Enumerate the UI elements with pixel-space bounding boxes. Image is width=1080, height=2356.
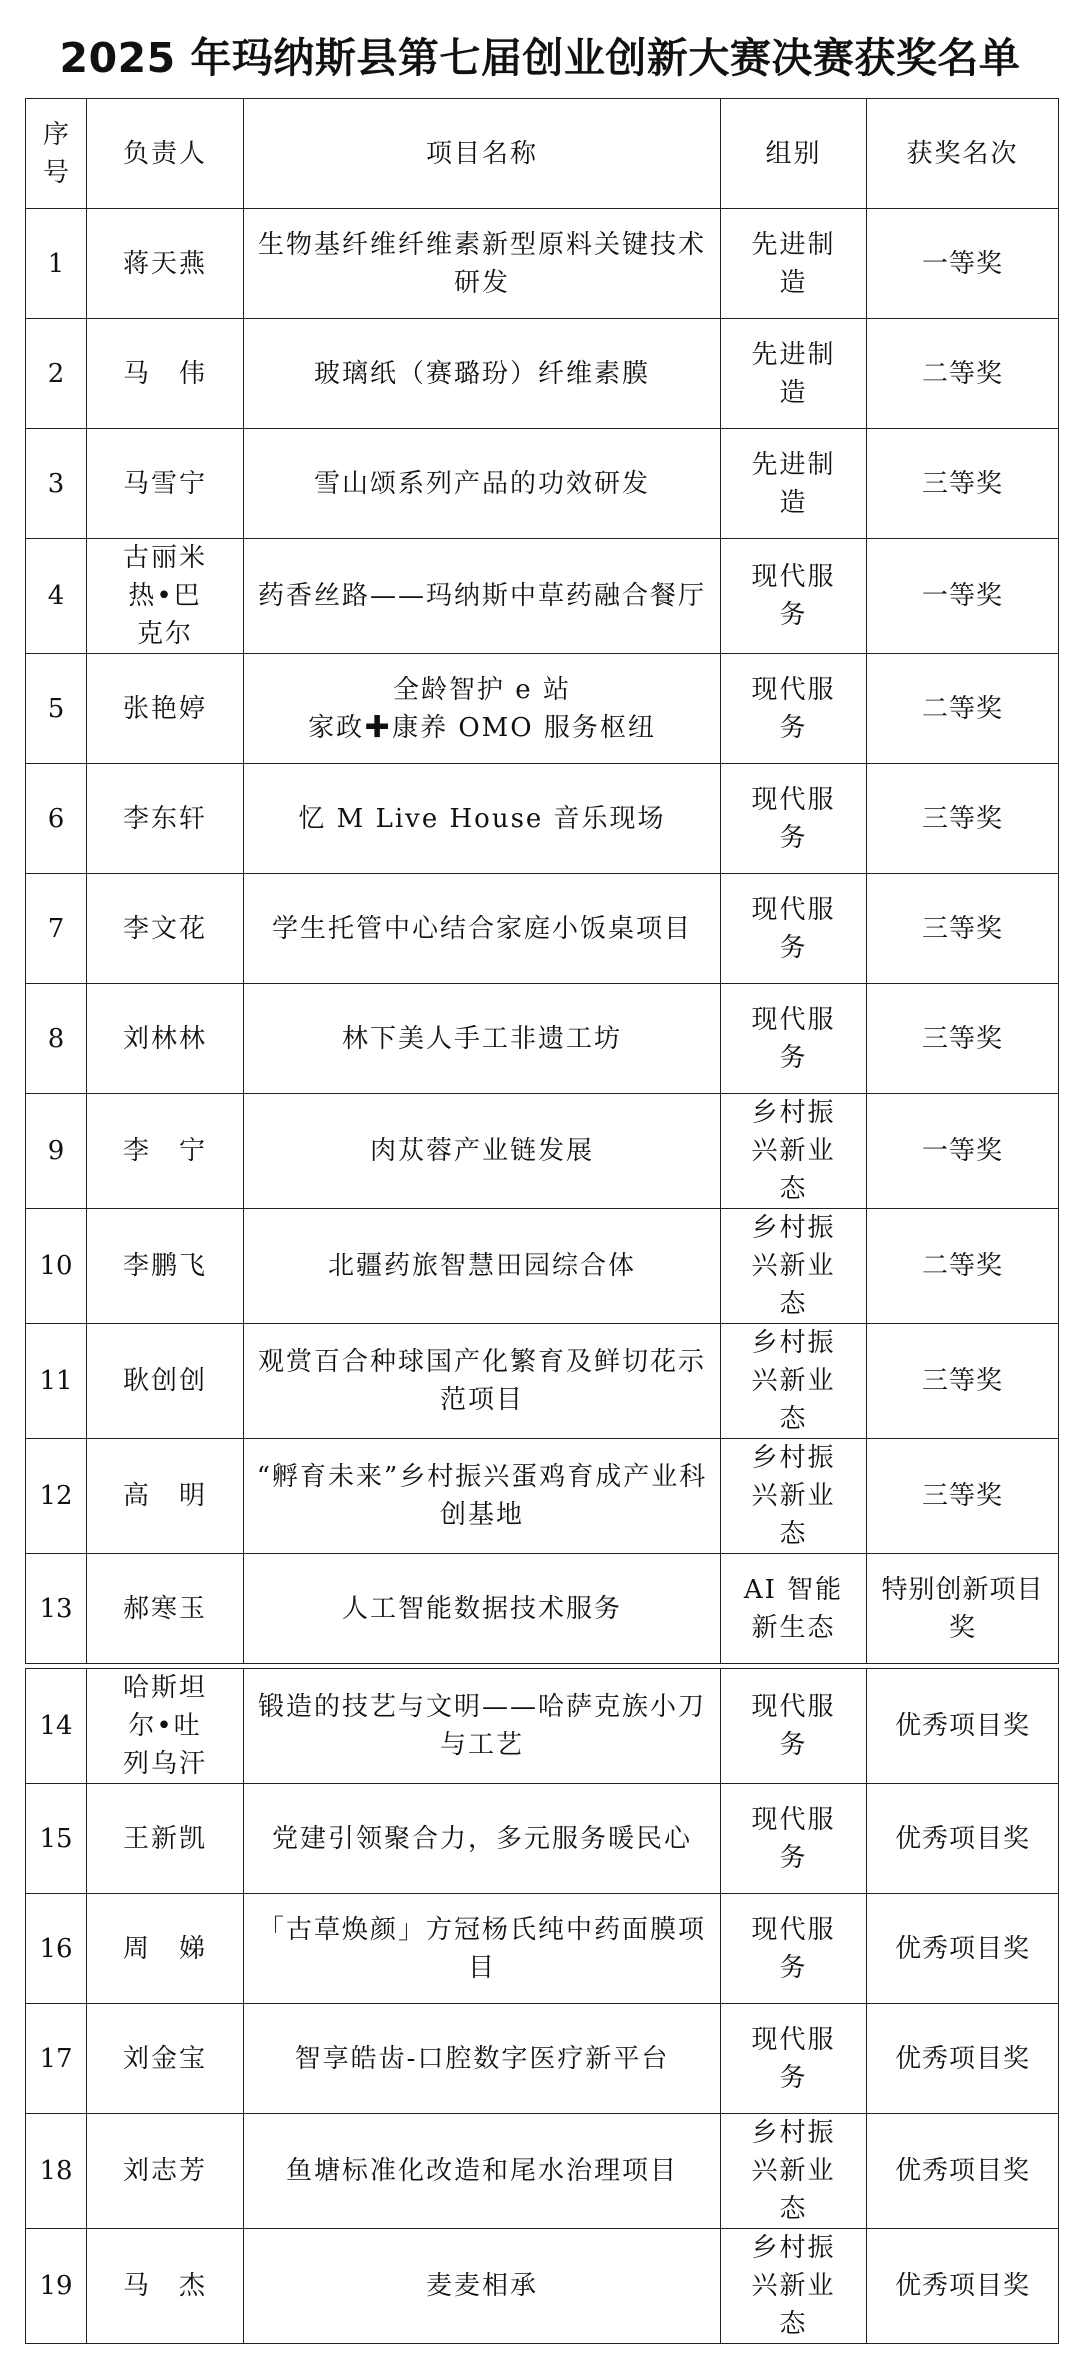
table-body-part-1 [26,209,1059,1664]
cell-leader: 刘金宝 [87,2004,244,2114]
cell-no: 17 [26,2004,87,2114]
cell-group: 现代服务 [721,654,867,764]
cell-no: 18 [26,2114,87,2229]
table-row [26,2004,1059,2114]
cell-award: 一等奖 [867,539,1059,654]
cell-project: 智享皓齿-口腔数字医疗新平台 [244,2004,721,2114]
cell-no: 11 [26,1324,87,1439]
cell-no: 3 [26,429,87,539]
cell-award: 三等奖 [867,429,1059,539]
table-row [26,429,1059,539]
column-header-award: 获奖名次 [867,99,1059,209]
cell-no: 4 [26,539,87,654]
cell-group: 现代服务 [721,1669,867,1784]
cell-leader: 李文花 [87,874,244,984]
column-header-group: 组别 [721,99,867,209]
cell-project: 林下美人手工非遗工坊 [244,984,721,1094]
cell-project: 玻璃纸（赛璐玢）纤维素膜 [244,319,721,429]
cell-leader: 哈斯坦尔•吐列乌汗 [87,1669,244,1784]
cell-no: 12 [26,1439,87,1554]
cell-leader: 李 宁 [87,1094,244,1209]
cell-leader: 蒋天燕 [87,209,244,319]
table-row [26,319,1059,429]
column-header-leader: 负责人 [87,99,244,209]
cell-award: 二等奖 [867,319,1059,429]
cell-project: 鱼塘标准化改造和尾水治理项目 [244,2114,721,2229]
cell-award: 特别创新项目奖 [867,1554,1059,1664]
cell-award: 一等奖 [867,1094,1059,1209]
cell-award: 二等奖 [867,1209,1059,1324]
cell-project: 锻造的技艺与文明——哈萨克族小刀与工艺 [244,1669,721,1784]
cell-group: 现代服务 [721,1784,867,1894]
cell-project: 北疆药旅智慧田园综合体 [244,1209,721,1324]
cell-award: 优秀项目奖 [867,2229,1059,2344]
cell-leader: 刘志芳 [87,2114,244,2229]
cell-leader: 高 明 [87,1439,244,1554]
cell-leader: 王新凯 [87,1784,244,1894]
cell-project: “孵育未来”乡村振兴蛋鸡育成产业科创基地 [244,1439,721,1554]
cell-no: 2 [26,319,87,429]
table-row [26,1209,1059,1324]
cell-group: 现代服务 [721,1894,867,2004]
cell-no: 8 [26,984,87,1094]
table-row [26,984,1059,1094]
cell-group: 乡村振兴新业态 [721,2229,867,2344]
table-row [26,874,1059,984]
cell-award: 二等奖 [867,654,1059,764]
table-row [26,1669,1059,1784]
cell-no: 7 [26,874,87,984]
cell-project: 药香丝路——玛纳斯中草药融合餐厅 [244,539,721,654]
cell-no: 14 [26,1669,87,1784]
table-row [26,2229,1059,2344]
cell-award: 三等奖 [867,984,1059,1094]
cell-award: 优秀项目奖 [867,1669,1059,1784]
table-row [26,1894,1059,2004]
cell-award: 优秀项目奖 [867,2114,1059,2229]
table-row [26,1324,1059,1439]
cell-no: 15 [26,1784,87,1894]
cell-award: 优秀项目奖 [867,1784,1059,1894]
cell-leader: 马雪宁 [87,429,244,539]
table-row [26,1784,1059,1894]
cell-no: 9 [26,1094,87,1209]
cell-group: 乡村振兴新业态 [721,2114,867,2229]
cell-group: 现代服务 [721,874,867,984]
cell-group: AI 智能新生态 [721,1554,867,1664]
table-row [26,654,1059,764]
cell-project: 雪山颂系列产品的功效研发 [244,429,721,539]
page-title: 2025 年玛纳斯县第七届创业创新大赛决赛获奖名单 [59,34,1021,82]
cell-award: 三等奖 [867,874,1059,984]
cell-no: 6 [26,764,87,874]
cell-no: 13 [26,1554,87,1664]
cell-leader: 周 娣 [87,1894,244,2004]
cell-award: 三等奖 [867,1439,1059,1554]
column-header-project: 项目名称 [244,99,721,209]
cell-leader: 马 杰 [87,2229,244,2344]
cell-no: 5 [26,654,87,764]
table-row [26,1554,1059,1664]
cell-no: 19 [26,2229,87,2344]
cell-project: 麦麦相承 [244,2229,721,2344]
cell-group: 先进制造 [721,319,867,429]
cell-project: 观赏百合种球国产化繁育及鲜切花示范项目 [244,1324,721,1439]
column-header-no: 序号 [26,99,87,209]
cell-group: 乡村振兴新业态 [721,1439,867,1554]
cell-leader: 李鹏飞 [87,1209,244,1324]
cell-award: 优秀项目奖 [867,2004,1059,2114]
cell-no: 10 [26,1209,87,1324]
cell-group: 先进制造 [721,429,867,539]
cell-group: 现代服务 [721,539,867,654]
cell-leader: 古丽米热•巴克尔 [87,539,244,654]
cell-no: 1 [26,209,87,319]
cell-group: 乡村振兴新业态 [721,1324,867,1439]
cell-no: 16 [26,1894,87,2004]
cell-project: 忆 M Live House 音乐现场 [244,764,721,874]
cell-award: 一等奖 [867,209,1059,319]
cell-project: 肉苁蓉产业链发展 [244,1094,721,1209]
cell-leader: 张艳婷 [87,654,244,764]
cell-award: 三等奖 [867,1324,1059,1439]
awards-table-part-1 [25,98,1059,1664]
cell-group: 现代服务 [721,984,867,1094]
table-row [26,209,1059,319]
cell-leader: 郝寒玉 [87,1554,244,1664]
cell-group: 现代服务 [721,2004,867,2114]
cell-project: 人工智能数据技术服务 [244,1554,721,1664]
cell-award: 三等奖 [867,764,1059,874]
cell-project: 学生托管中心结合家庭小饭桌项目 [244,874,721,984]
table-header-row [26,99,1059,209]
cell-group: 现代服务 [721,764,867,874]
cell-leader: 李东轩 [87,764,244,874]
cell-leader: 刘林林 [87,984,244,1094]
awards-table-part-2 [25,1668,1059,2344]
table-row [26,764,1059,874]
table-row [26,2114,1059,2229]
cell-leader: 耿创创 [87,1324,244,1439]
cell-project: 「古草焕颜」方冠杨氏纯中药面膜项目 [244,1894,721,2004]
table-row [26,1094,1059,1209]
cell-leader: 马 伟 [87,319,244,429]
table-row [26,539,1059,654]
cell-group: 乡村振兴新业态 [721,1094,867,1209]
cell-project: 生物基纤维纤维素新型原料关键技术研发 [244,209,721,319]
table-body-part-2 [26,1669,1059,2344]
cell-project: 全龄智护 e 站 家政✚康养 OMO 服务枢纽 [244,654,721,764]
cell-award: 优秀项目奖 [867,1894,1059,2004]
cell-project: 党建引领聚合力，多元服务暖民心 [244,1784,721,1894]
cell-group: 乡村振兴新业态 [721,1209,867,1324]
table-row [26,1439,1059,1554]
cell-group: 先进制造 [721,209,867,319]
